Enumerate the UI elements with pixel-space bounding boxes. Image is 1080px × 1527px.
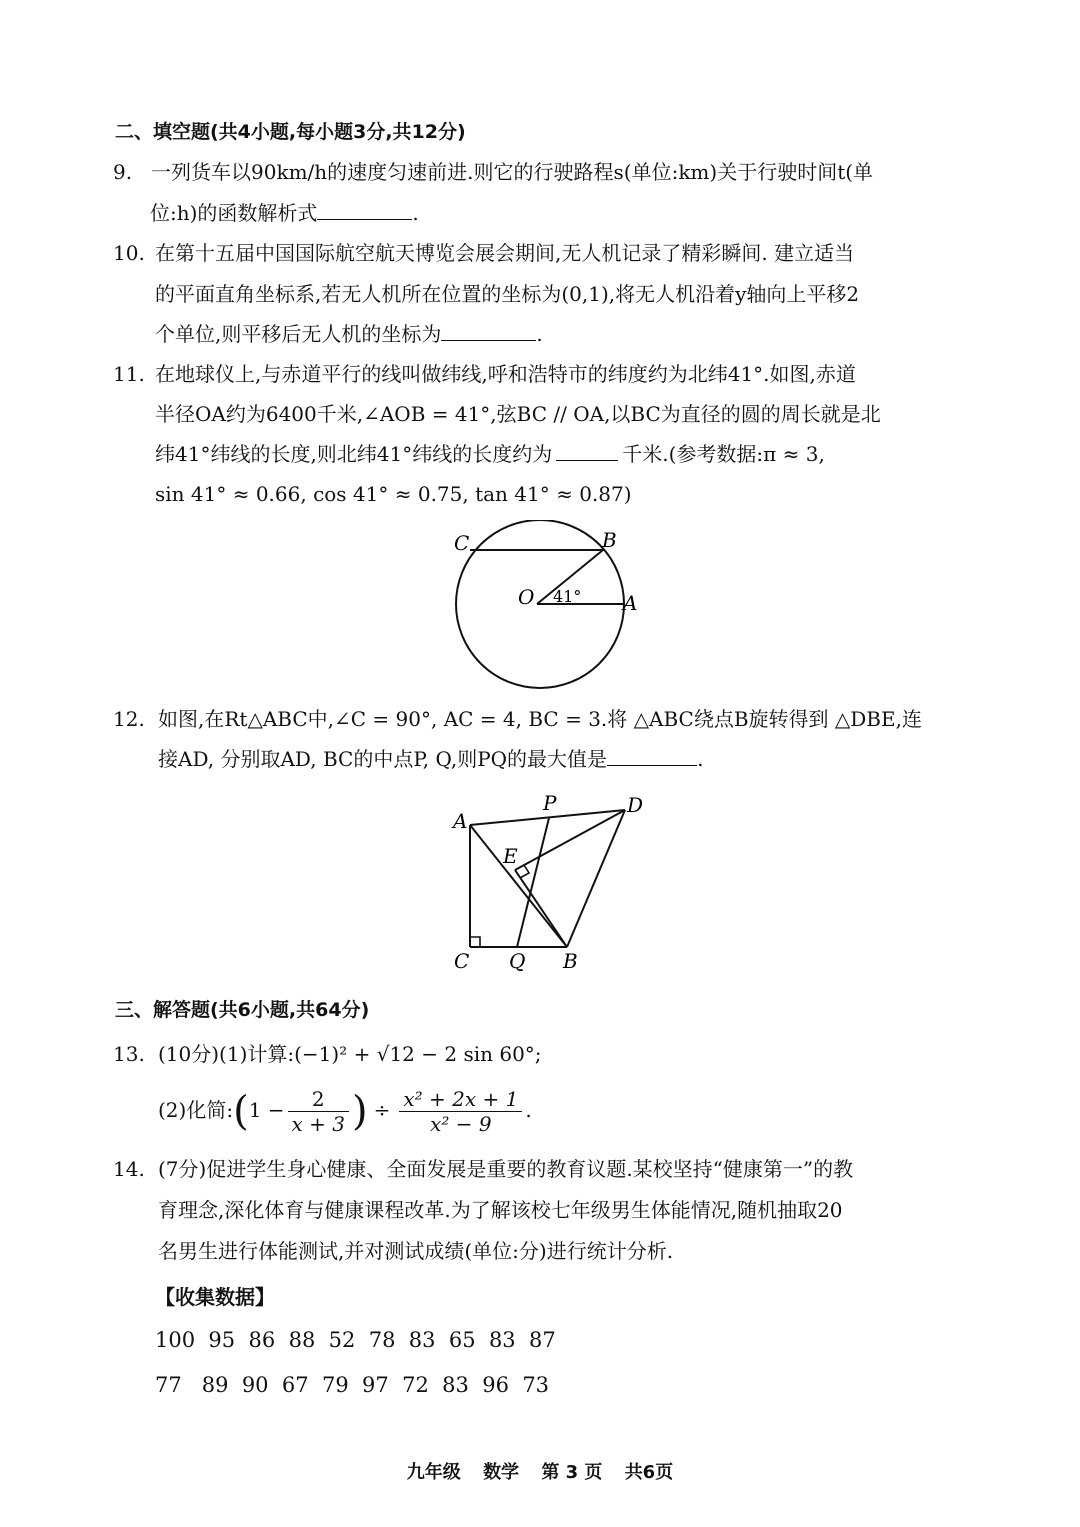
footer-page: 第 3 页	[541, 1462, 603, 1483]
segment-ab	[470, 825, 567, 947]
question-11-line3	[155, 440, 825, 468]
question-text: 一列货车以90km/h的速度匀速前进.则它的行驶路程s(单位:km)关于行驶时间t(单	[151, 160, 874, 184]
question-11-line2: 半径OA约为6400千米,∠AOB = 41°,弦BC // OA,以BC为直径的圆的周长就是北	[155, 402, 881, 426]
answer-blank[interactable]	[607, 745, 697, 766]
question-text: .	[536, 322, 543, 346]
question-text: (7分)促进学生身心健康、全面发展是重要的教育议题.某校坚持“健康第一”的教	[158, 1157, 854, 1181]
data-row-1: 100 95 86 88 52 78 83 65 83 87	[155, 1328, 556, 1352]
footer-subject: 数学	[483, 1462, 520, 1483]
question-12-line2	[158, 745, 703, 773]
footer-total: 共6页	[624, 1462, 674, 1483]
question-11-line4: sin 41° ≈ 0.66, cos 41° ≈ 0.75, tan 41° ≈ 0.87)	[155, 482, 632, 506]
question-number: 13.	[113, 1042, 145, 1066]
question-number: 9.	[113, 160, 133, 184]
right-paren: )	[352, 1088, 368, 1135]
question-number: 10.	[113, 241, 145, 265]
question-text: 纬41°纬线的长度,则北纬41°纬线的长度约为	[155, 442, 553, 466]
question-10-line1	[113, 239, 854, 267]
question-11-line1	[113, 360, 856, 388]
triangle-figure	[445, 790, 665, 980]
question-13-part2	[158, 1082, 532, 1138]
circle-figure	[440, 520, 660, 690]
fraction-2	[399, 1087, 522, 1136]
footer-grade: 九年级	[406, 1462, 461, 1483]
label-a: A	[453, 809, 468, 833]
question-13-part1	[113, 1040, 542, 1068]
fraction-denominator: x² − 9	[430, 1112, 492, 1136]
fraction-numerator: x² + 2x + 1	[399, 1087, 522, 1112]
question-text: .	[697, 747, 704, 771]
question-9-line1	[113, 158, 873, 186]
fraction-numerator: 2	[288, 1087, 349, 1112]
answer-blank[interactable]	[317, 199, 412, 220]
segment-db	[567, 810, 625, 947]
segment-eb	[515, 870, 567, 947]
label-o: O	[518, 585, 535, 609]
left-paren: (	[233, 1088, 249, 1135]
label-d: D	[627, 793, 644, 817]
question-number: 11.	[113, 362, 145, 386]
answer-blank[interactable]	[556, 440, 618, 461]
question-10-line3	[155, 320, 543, 348]
question-text: 在地球仪上,与赤道平行的线叫做纬线,呼和浩特市的纬度约为北纬41°.如图,赤道	[155, 362, 856, 386]
question-text: 位:h)的函数解析式	[150, 201, 318, 225]
question-text: (2)化简:	[158, 1098, 234, 1122]
label-b: B	[563, 949, 578, 973]
angle-label: 41°	[553, 587, 582, 606]
question-text: .	[412, 201, 419, 225]
question-text: .	[525, 1098, 532, 1122]
question-text: 千米.(参考数据:π ≈ 3,	[622, 442, 825, 466]
question-text: 如图,在Rt△ABC中,∠C = 90°, AC = 4, BC = 3.将 △ABC绕点B旋转得到 △DBE,连	[158, 707, 922, 731]
question-number: 12.	[113, 707, 145, 731]
question-10-line2: 的平面直角坐标系,若无人机所在位置的坐标为(0,1),将无人机沿着y轴向上平移2	[155, 282, 860, 306]
question-12-line1	[113, 705, 922, 733]
question-14-line1	[113, 1155, 853, 1183]
page-footer	[0, 1458, 1080, 1484]
question-text: 接AD, 分别取AD, BC的中点P, Q,则PQ的最大值是	[158, 747, 608, 771]
collect-data-heading: 【收集数据】	[155, 1285, 275, 1309]
section2-heading: 二、填空题(共4小题,每小题3分,共12分)	[115, 121, 466, 143]
data-row-2: 77 89 90 67 79 97 72 83 96 73	[155, 1373, 550, 1397]
label-c: C	[454, 949, 470, 973]
question-text: (10分)(1)计算:(−1)² + √12 − 2 sin 60°;	[158, 1042, 542, 1066]
label-q: Q	[509, 949, 526, 973]
fraction-1	[288, 1087, 349, 1136]
label-b: B	[602, 528, 617, 552]
divide-sign: ÷	[373, 1098, 391, 1122]
right-angle-c	[470, 937, 480, 947]
question-text: 在第十五届中国国际航空航天博览会展会期间,无人机记录了精彩瞬间. 建立适当	[155, 241, 855, 265]
label-c: C	[454, 531, 470, 555]
math-text: 1 −	[248, 1098, 285, 1122]
question-number: 14.	[113, 1157, 145, 1181]
fraction-denominator: x + 3	[291, 1112, 346, 1136]
question-14-line3: 名男生进行体能测试,并对测试成绩(单位:分)进行统计分析.	[158, 1239, 674, 1263]
label-e: E	[503, 844, 518, 868]
segment-pq	[517, 818, 549, 947]
label-p: P	[543, 791, 557, 815]
question-text: 个单位,则平移后无人机的坐标为	[155, 322, 442, 346]
label-a: A	[623, 591, 638, 615]
section3-heading: 三、解答题(共6小题,共64分)	[115, 999, 370, 1021]
question-9-line2	[150, 199, 419, 227]
question-14-line2: 育理念,深化体育与健康课程改革.为了解该校七年级男生体能情况,随机抽取20	[158, 1198, 843, 1222]
answer-blank[interactable]	[441, 320, 536, 341]
